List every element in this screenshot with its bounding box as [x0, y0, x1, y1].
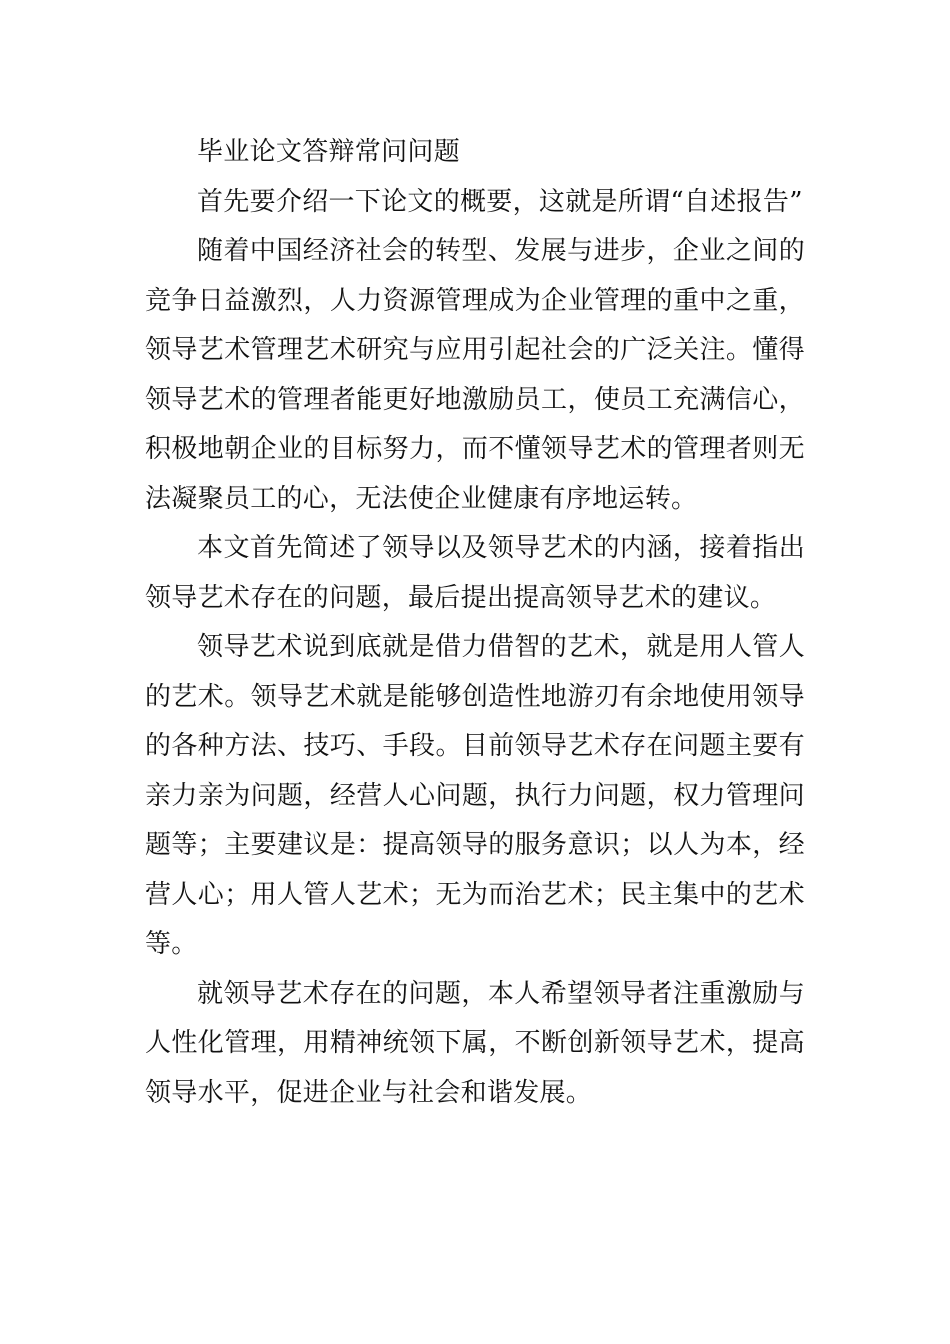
paragraph-conclusion: 就领导艺术存在的问题，本人希望领导者注重激励与人性化管理，用精神统领下属，不断创新领导艺术，提高领导水平，促进企业与社会和谐发展。 [145, 978, 805, 1108]
document-body [145, 128, 805, 1118]
paragraph-structure: 本文首先简述了领导以及领导艺术的内涵，接着指出领导艺术存在的问题，最后提出提高领导艺术的建议。 [145, 533, 805, 613]
document-title: 毕业论文答辩常问问题 [197, 137, 461, 167]
paragraph-background: 随着中国经济社会的转型、发展与进步，企业之间的竞争日益激烈，人力资源管理成为企业管理的重中之重，领导艺术管理艺术研究与应用引起社会的广泛关注。懂得领导艺术的管理者能更好地激励员工，使员工充满信心，积极地朝企业的目标努力，而不懂领导艺术的管理者则无法凝聚员工的心，无法使企业健康有序地运转。 [145, 236, 805, 514]
paragraph-main-points: 领导艺术说到底就是借力借智的艺术，就是用人管人的艺术。领导艺术就是能够创造性地游刃有余地使用领导的各种方法、技巧、手段。目前领导艺术存在问题主要有亲力亲为问题，经营人心问题，执行力问题，权力管理问题等；主要建议是：提高领导的服务意识；以人为本，经营人心；用人管人艺术；无为而治艺术；民主集中的艺术等。 [145, 632, 805, 959]
paragraph-intro: 首先要介绍一下论文的概要，这就是所谓“自述报告” [197, 186, 803, 217]
